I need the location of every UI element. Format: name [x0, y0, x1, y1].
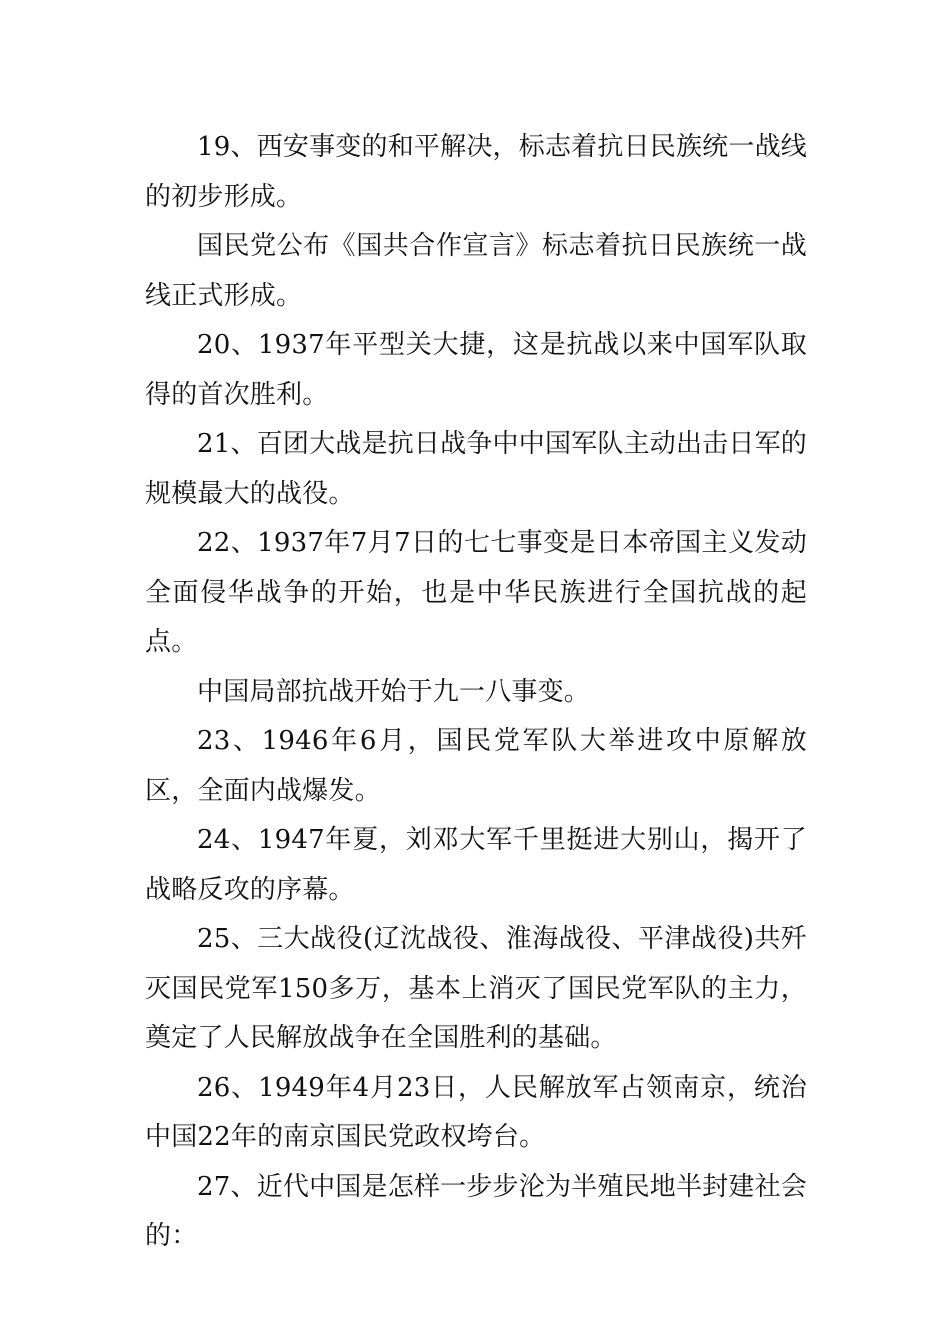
paragraph-24: 24、1947年夏，刘邓大军千里挺进大别山，揭开了战略反攻的序幕。 — [145, 825, 807, 905]
paragraph-22: 22、1937年7月7日的七七事变是日本帝国主义发动全面侵华战争的开始，也是中华民族进行全国抗战的起点。 — [145, 528, 807, 657]
paragraph-united-front-declaration: 国民党公布《国共合作宣言》标志着抗日民族统一战线正式形成。 — [145, 231, 807, 311]
paragraph-21: 21、百团大战是抗日战争中中国军队主动出击日军的规模最大的战役。 — [145, 429, 807, 509]
paragraph-20: 20、1937年平型关大捷，这是抗战以来中国军队取得的首次胜利。 — [145, 330, 807, 410]
paragraph-25: 25、三大战役(辽沈战役、淮海战役、平津战役)共歼灭国民党军150多万，基本上消灭了国民党军队的主力，奠定了人民解放战争在全国胜利的基础。 — [145, 924, 807, 1053]
paragraph-23: 23、1946年6月，国民党军队大举进攻中原解放区，全面内战爆发。 — [145, 726, 807, 806]
paragraph-27: 27、近代中国是怎样一步步沦为半殖民地半封建社会的： — [145, 1171, 807, 1251]
paragraph-partial-resistance: 中国局部抗战开始于九一八事变。 — [197, 676, 591, 707]
paragraph-26: 26、1949年4月23日，人民解放军占领南京，统治中国22年的南京国民党政权垮台。 — [145, 1072, 807, 1152]
document-body — [145, 123, 807, 1262]
paragraph-19: 19、西安事变的和平解决，标志着抗日民族统一战线的初步形成。 — [145, 132, 807, 212]
